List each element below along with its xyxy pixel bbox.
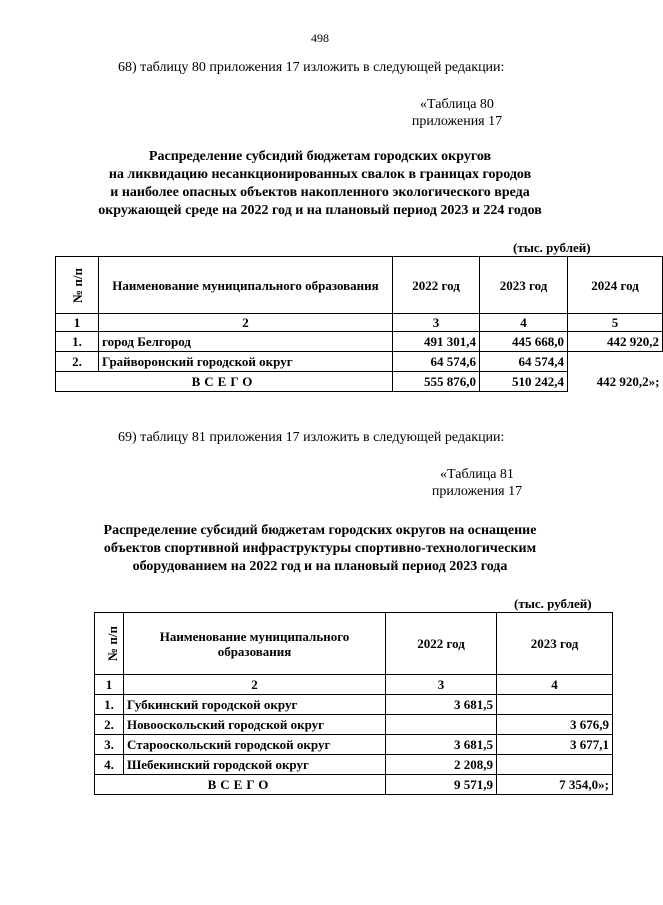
table81-title-line: Распределение субсидий бюджетам городских округов на оснащение — [103, 523, 537, 538]
table81-ref-line1: «Таблица 81 — [440, 467, 514, 482]
value-2022: 3 681,5 — [386, 695, 497, 715]
table80-title-line: на ликвидацию несанкционированных свалок в границах городов — [108, 167, 532, 182]
table81-title-line: оборудованием на 2022 год и на плановый период 2023 года — [132, 559, 508, 574]
total-2023: 510 242,4 — [480, 372, 568, 392]
table80 — [55, 256, 663, 392]
total-2022: 9 571,9 — [386, 775, 497, 795]
table-row — [56, 352, 663, 372]
table-row — [56, 332, 663, 352]
table80-title — [0, 148, 640, 220]
section69-intro: 69) таблицу 81 приложения 17 изложить в следующей редакции: — [118, 430, 505, 445]
table81-colnum: 4 — [497, 675, 613, 695]
value-2023: 64 574,4 — [480, 352, 568, 372]
table80-colnum-row — [56, 314, 663, 332]
table80-ref-line1: «Таблица 80 — [420, 97, 494, 112]
table80-colnum: 5 — [568, 314, 663, 332]
municipality-name: город Белгород — [99, 332, 393, 352]
total-2023: 7 354,0»; — [497, 775, 613, 795]
value-2023: 3 676,9 — [497, 715, 613, 735]
municipality-name: Губкинский городской округ — [124, 695, 386, 715]
table-row — [95, 715, 613, 735]
table80-colnum: 3 — [393, 314, 480, 332]
table-row — [95, 695, 613, 715]
table81-colnum-row — [95, 675, 613, 695]
value-2023 — [497, 755, 613, 775]
table80-header-2023: 2023 год — [480, 257, 568, 314]
total-label: ВСЕГО — [95, 775, 386, 795]
value-2024: 442 920,2 — [568, 332, 663, 352]
total-2024: 442 920,2»; — [596, 374, 660, 389]
row-number: 2. — [56, 352, 99, 372]
table81 — [94, 612, 613, 795]
table81-colnum: 3 — [386, 675, 497, 695]
page-number: 498 — [311, 31, 329, 45]
table81-header-2022: 2022 год — [386, 613, 497, 675]
municipality-name: Шебекинский городской округ — [124, 755, 386, 775]
table-row — [95, 735, 613, 755]
table80-reference — [402, 96, 512, 130]
value-2024 — [568, 352, 663, 372]
row-number: 2. — [95, 715, 124, 735]
table80-title-line: и наиболее опасных объектов накопленного экологического вреда — [110, 185, 530, 200]
table81-colnum: 1 — [95, 675, 124, 695]
table81-header-num: № п/п — [95, 613, 124, 675]
value-2022: 491 301,4 — [393, 332, 480, 352]
table81-unit: (тыс. рублей) — [514, 596, 592, 611]
value-2023: 445 668,0 — [480, 332, 568, 352]
table-row — [95, 755, 613, 775]
value-2022: 2 208,9 — [386, 755, 497, 775]
table81-header-2023: 2023 год — [497, 613, 613, 675]
municipality-name: Старооскольский городской округ — [124, 735, 386, 755]
table81-header-name: Наименование муниципального образования — [124, 613, 386, 675]
value-2023 — [497, 695, 613, 715]
table81-colnum: 2 — [124, 675, 386, 695]
table81-title-line: объектов спортивной инфраструктуры спортивно-технологическим — [103, 541, 537, 556]
table80-title-line: Распределение субсидий бюджетам городских округов — [148, 149, 492, 164]
table80-header-row — [56, 257, 663, 314]
table80-title-line: окружающей среде на 2022 год и на плановый период 2023 и 224 годов — [98, 203, 542, 218]
table80-header-num: № п/п — [56, 257, 99, 314]
value-2022 — [386, 715, 497, 735]
total-2022: 555 876,0 — [393, 372, 480, 392]
table81-header-row — [95, 613, 613, 675]
value-2023: 3 677,1 — [497, 735, 613, 755]
table80-header-2024: 2024 год — [568, 257, 663, 314]
municipality-name: Новооскольский городской округ — [124, 715, 386, 735]
table80-header-name: Наименование муниципального образования — [99, 257, 393, 314]
row-number: 4. — [95, 755, 124, 775]
table81-total-row — [95, 775, 613, 795]
table80-colnum: 1 — [56, 314, 99, 332]
table80-ref-line2: приложения 17 — [411, 114, 503, 129]
table80-unit: (тыс. рублей) — [513, 240, 591, 255]
table80-header-2022: 2022 год — [393, 257, 480, 314]
table81-ref-line2: приложения 17 — [431, 484, 523, 499]
section68-intro: 68) таблицу 80 приложения 17 изложить в следующей редакции: — [118, 60, 505, 75]
table80-total-row — [56, 372, 663, 392]
total-label: ВСЕГО — [56, 372, 393, 392]
table80-colnum: 2 — [99, 314, 393, 332]
table81-reference — [422, 466, 532, 500]
municipality-name: Грайворонский городской округ — [99, 352, 393, 372]
table81-title — [0, 522, 640, 576]
value-2022: 64 574,6 — [393, 352, 480, 372]
row-number: 1. — [56, 332, 99, 352]
row-number: 3. — [95, 735, 124, 755]
table80-colnum: 4 — [480, 314, 568, 332]
row-number: 1. — [95, 695, 124, 715]
value-2022: 3 681,5 — [386, 735, 497, 755]
